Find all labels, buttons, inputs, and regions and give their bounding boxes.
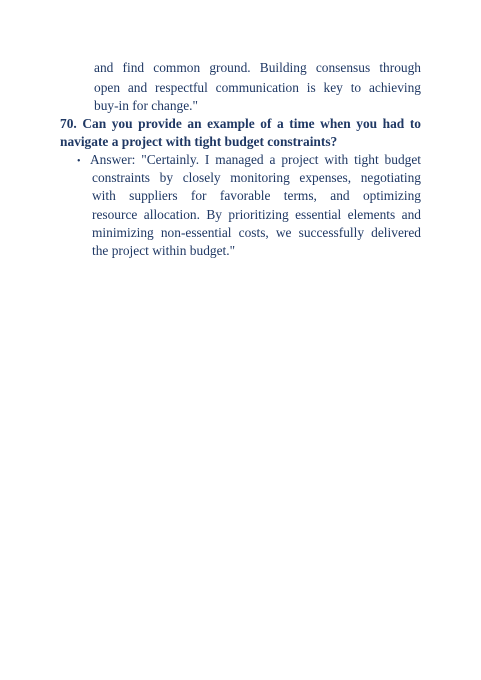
question-line-1 bbox=[60, 114, 421, 134]
question-line-2: navigate a project with tight budget constraints? bbox=[60, 134, 338, 149]
answer-line-4: resource allocation. By prioritizing essential elements and bbox=[92, 207, 421, 222]
continuation-line-3: buy-in for change." bbox=[94, 98, 198, 113]
continuation-line-2: open and respectful communication is key to achieving bbox=[94, 80, 421, 95]
answer-line-5: minimizing non-essential costs, we successfully delivered bbox=[92, 225, 421, 240]
answer-line-6: the project within budget." bbox=[92, 243, 236, 258]
answer-line-2: constraints by closely monitoring expenses, negotiating bbox=[92, 170, 421, 185]
bullet-icon: • bbox=[77, 156, 81, 167]
answer-text-1: Answer: "Certainly. I managed a project with tight budget bbox=[90, 152, 421, 167]
question-number: 70. bbox=[60, 116, 77, 131]
answer-line-3: with suppliers for favorable terms, and optimizing bbox=[92, 188, 421, 203]
continuation-line-1: and find common ground. Building consensus through bbox=[94, 60, 421, 75]
question-text-1: Can you provide an example of a time when you had to bbox=[82, 116, 421, 131]
